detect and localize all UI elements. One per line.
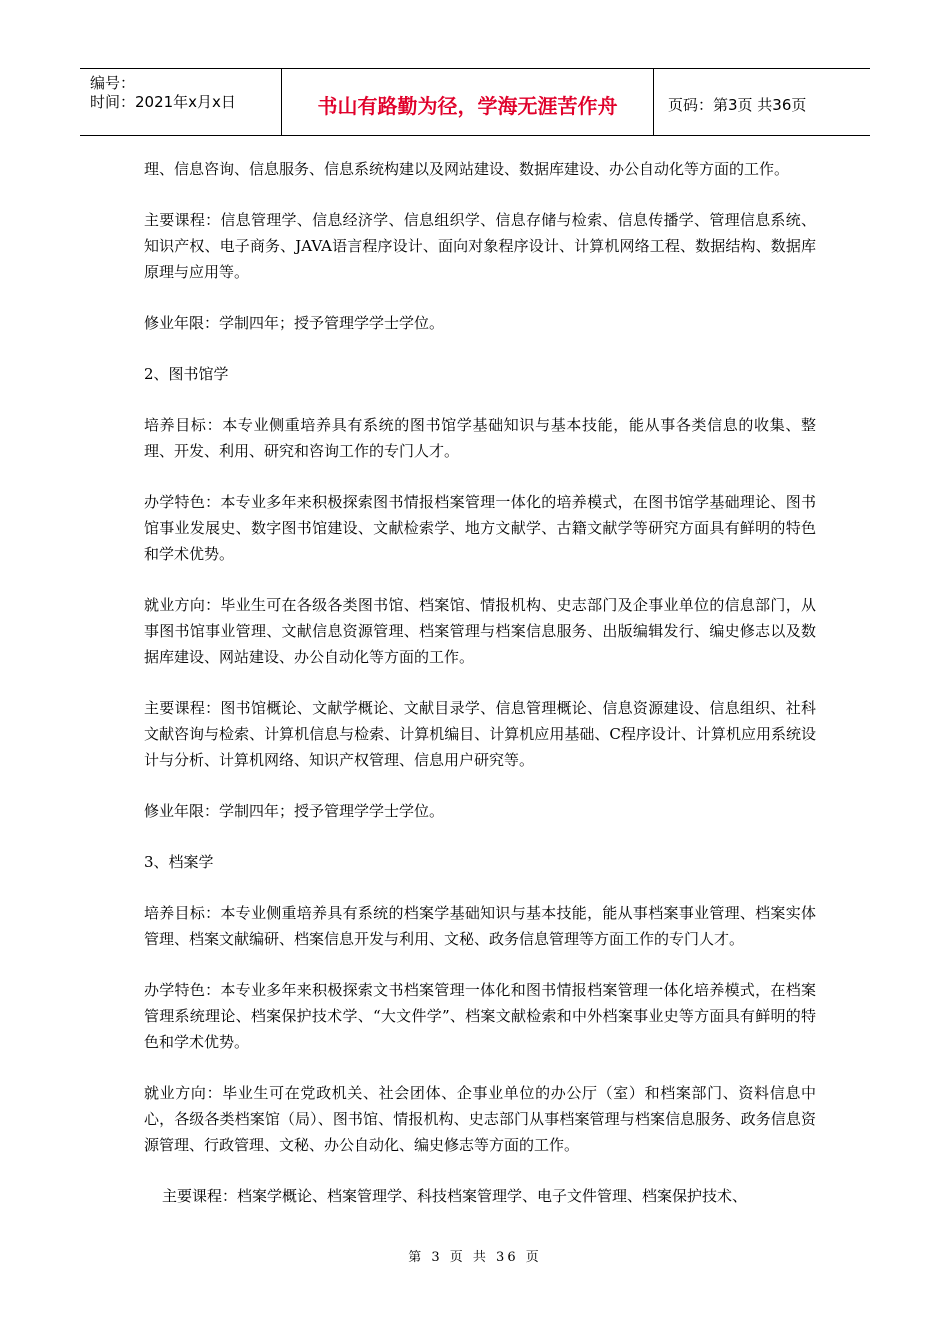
document-body: [144, 156, 816, 1234]
paragraph: 办学特色：本专业多年来积极探索图书情报档案管理一体化的培养模式，在图书馆学基础理论、图书馆事业发展史、数字图书馆建设、文献检索学、地方文献学、古籍文献学等研究方面具有鲜明的特色和学术优势。: [144, 493, 816, 563]
paragraph: 主要课程：图书馆概论、文献学概论、文献目录学、信息管理概论、信息资源建设、信息组织、社科文献咨询与检索、计算机信息与检索、计算机编目、计算机应用基础、C程序设计、计算机应用系统设计与分析、计算机网络、知识产权管理、信息用户研究等。: [144, 699, 816, 769]
paragraph: 培养目标：本专业侧重培养具有系统的图书馆学基础知识与基本技能，能从事各类信息的收集、整理、开发、利用、研究和咨询工作的专门人才。: [144, 416, 816, 460]
paragraph: 培养目标：本专业侧重培养具有系统的档案学基础知识与基本技能，能从事档案事业管理、档案实体管理、档案文献编研、档案信息开发与利用、文秘、政务信息管理等方面工作的专门人才。: [144, 904, 816, 948]
document-number-label: 编号：: [90, 74, 136, 92]
paragraph: 修业年限：学制四年；授予管理学学士学位。: [144, 314, 445, 332]
section-heading: 3、档案学: [144, 853, 214, 871]
paragraph: 就业方向：毕业生可在各级各类图书馆、档案馆、情报机构、史志部门及企事业单位的信息部门，从事图书馆事业管理、文献信息资源管理、档案管理与档案信息服务、出版编辑发行、编史修志以及数据库建设、网站建设、办公自动化等方面的工作。: [144, 596, 816, 666]
paragraph: 主要课程：档案学概论、档案管理学、科技档案管理学、电子文件管理、档案保护技术、: [162, 1187, 748, 1205]
header-motto: 书山有路勤为径，学海无涯苦作舟: [282, 69, 654, 135]
paragraph: 主要课程：信息管理学、信息经济学、信息组织学、信息存储与检索、信息传播学、管理信息系统、知识产权、电子商务、JAVA语言程序设计、面向对象程序设计、计算机网络工程、数据结构、数据库原理与应用等。: [144, 211, 816, 281]
header-meta: [80, 69, 282, 135]
document-date-label: 时间：2021年x月x日: [90, 93, 236, 111]
page-footer: 第 3 页 共 36 页: [408, 1250, 542, 1265]
paragraph: 办学特色：本专业多年来积极探索文书档案管理一体化和图书情报档案管理一体化培养模式，在档案管理系统理论、档案保护技术学、“大文件学”、档案文献检索和中外档案事业史等方面具有鲜明的特色和学术优势。: [144, 981, 816, 1051]
paragraph: 修业年限：学制四年；授予管理学学士学位。: [144, 802, 445, 820]
section-heading: 2、图书馆学: [144, 365, 229, 383]
paragraph: 理、信息咨询、信息服务、信息系统构建以及网站建设、数据库建设、办公自动化等方面的工作。: [144, 160, 790, 178]
header-page-info: 页码：第3页 共36页: [668, 95, 807, 114]
paragraph: 就业方向：毕业生可在党政机关、社会团体、企事业单位的办公厅（室）和档案部门、资料信息中心，各级各类档案馆（局）、图书馆、情报机构、史志部门从事档案管理与档案信息服务、政务信息资源管理、行政管理、文秘、办公自动化、编史修志等方面的工作。: [144, 1084, 816, 1154]
page-header: [80, 68, 870, 136]
